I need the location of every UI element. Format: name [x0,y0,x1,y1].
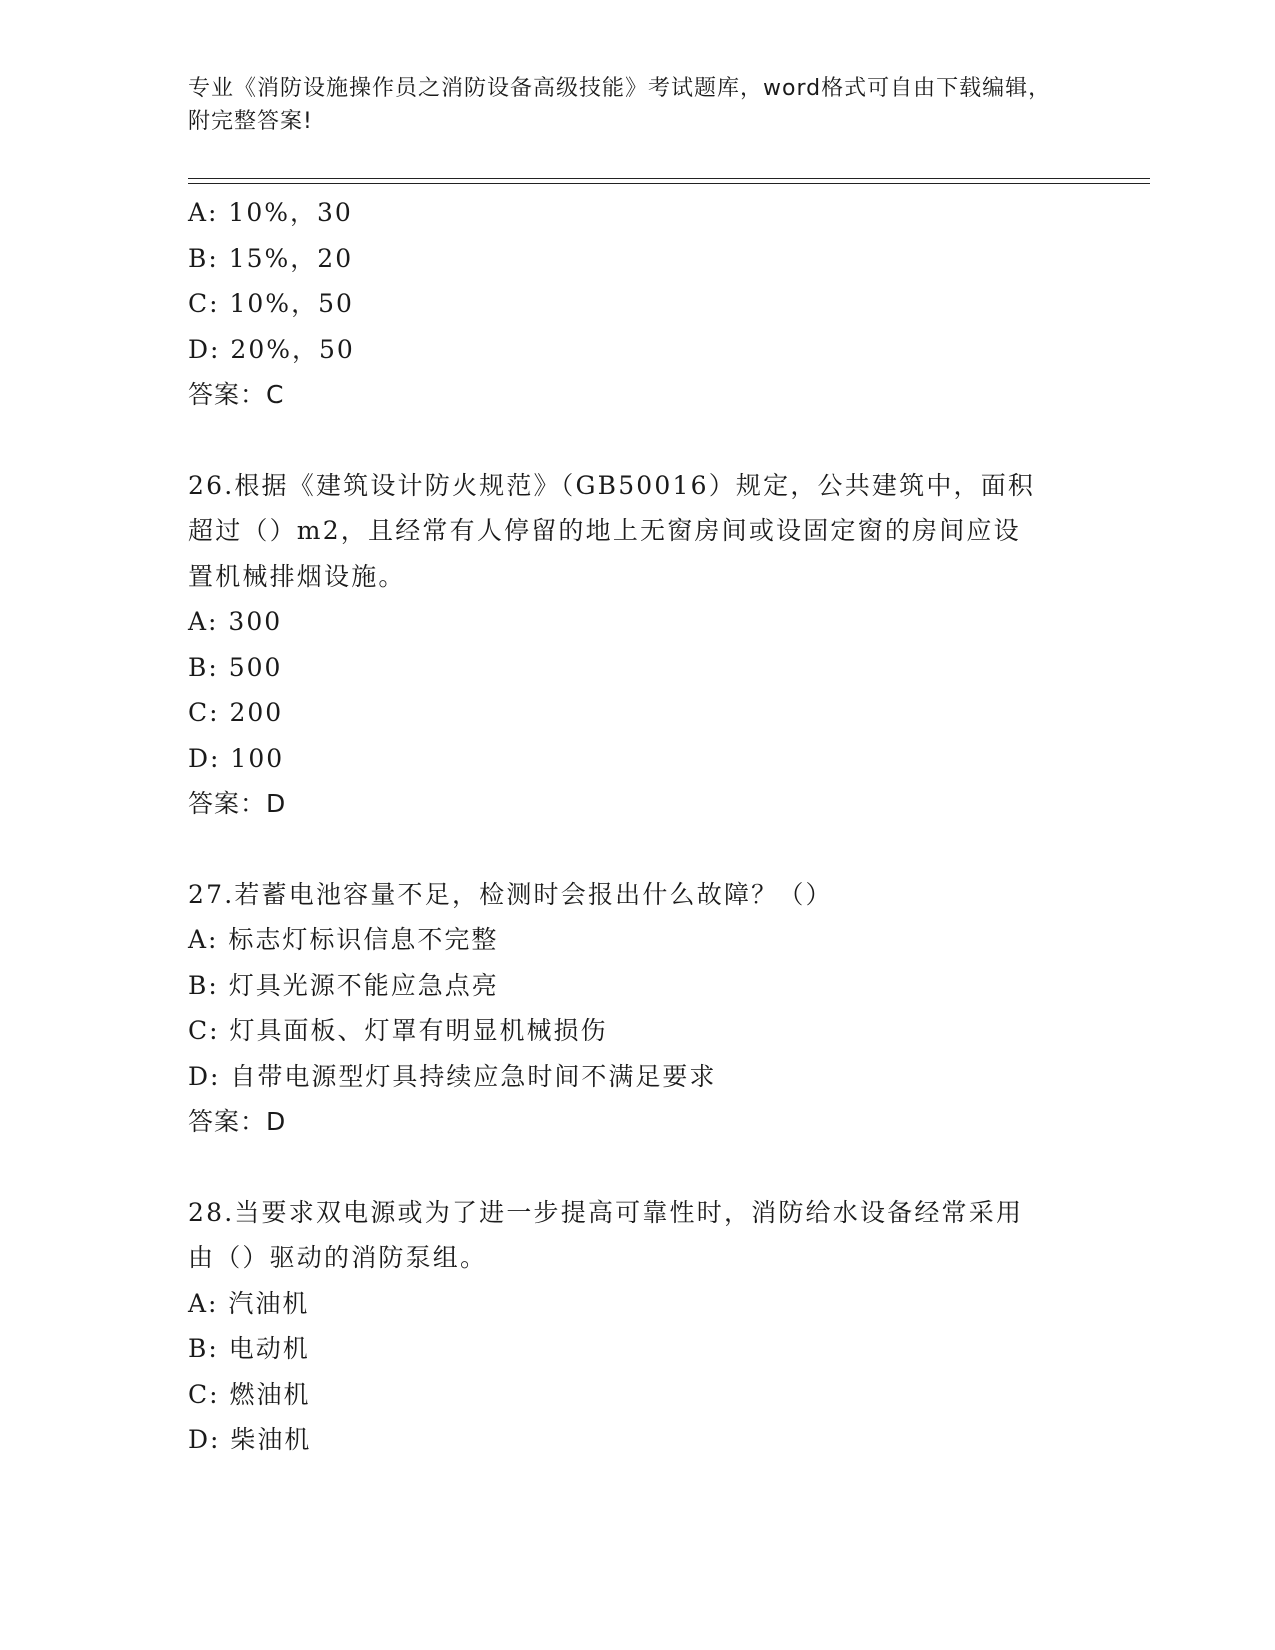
question-text-line: 28.当要求双电源或为了进一步提高可靠性时，消防给水设备经常采用 [188,1197,1024,1227]
option-d: D: 100 [188,743,285,773]
option-a: A: 10%，30 [188,198,353,227]
option-a: A: 汽油机 [188,1288,310,1318]
document-intro: 专业《消防设施操作员之消防设备高级技能》考试题库，word格式可自由下载编辑，附完整答案! [188,76,1052,134]
question-text-line: 超过（）m2，且经常有人停留的地上无窗房间或设固定窗的房间应设 [188,516,1021,545]
spacer [188,1145,1088,1190]
header-divider-bottom [188,183,1150,184]
answer: 答案：D [188,1107,287,1136]
option-c: C: 灯具面板、灯罩有明显机械损伤 [188,1016,608,1045]
question-28 [188,1190,1088,1463]
question-list [188,190,1088,1463]
question-27 [188,872,1088,1145]
option-c: C: 200 [188,698,284,727]
spacer [188,418,1088,463]
question-text-line: 27.若蓄电池容量不足，检测时会报出什么故障？（） [188,879,833,909]
option-b: B: 500 [188,652,283,682]
answer: 答案：C [188,380,285,409]
option-b: B: 灯具光源不能应急点亮 [188,970,499,1000]
answer: 答案：D [188,789,287,818]
option-d: D: 柴油机 [188,1425,312,1454]
option-b: B: 15%，20 [188,243,354,273]
option-a: A: 300 [188,607,283,636]
option-c: C: 10%，50 [188,289,354,318]
question-text-line: 26.根据《建筑设计防火规范》（GB50016）规定，公共建筑中，面积 [188,470,1036,500]
option-d: D: 20%，50 [188,334,355,364]
option-c: C: 燃油机 [188,1379,311,1409]
header-divider-top [188,178,1150,179]
question-text-line: 置机械排烟设施。 [188,561,406,591]
question-25 [188,190,1088,418]
option-b: B: 电动机 [188,1334,310,1363]
question-26 [188,463,1088,827]
question-text-line: 由（）驱动的消防泵组。 [188,1243,488,1272]
spacer [188,827,1088,872]
option-a: A: 标志灯标识信息不完整 [188,925,499,954]
option-d: D: 自带电源型灯具持续应急时间不满足要求 [188,1061,717,1091]
